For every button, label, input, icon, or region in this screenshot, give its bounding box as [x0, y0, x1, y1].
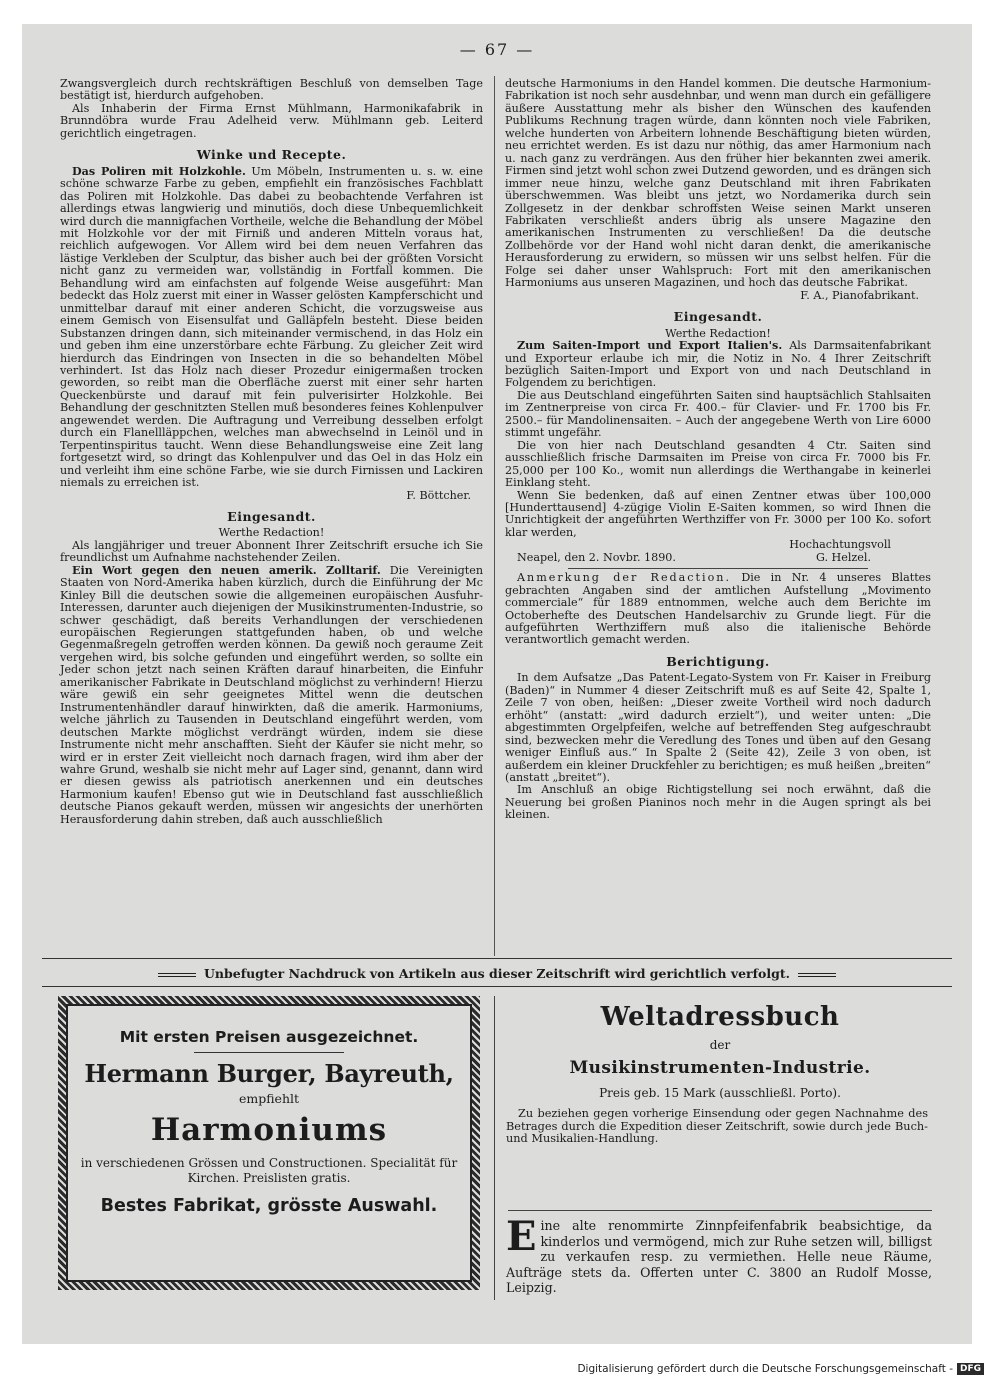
ad1-line1: Mit ersten Preisen ausgezeichnet.: [119, 1028, 419, 1046]
recipe-paragraph: [60, 166, 483, 490]
ad1-recommends: empfiehlt: [238, 1091, 300, 1106]
signature-helzel: G. Helzel.: [815, 550, 871, 564]
newspaper-page: [22, 24, 972, 1344]
footer-text: Digitalisierung gefördert durch die Deutsche Forschungsgemeinschaft -: [577, 1363, 953, 1375]
footer: [577, 1363, 984, 1375]
recipe-text: Um Möbeln, Instrumenten u. s. w. eine schöne schwarze Farbe zu geben, empfiehlt ein französisches Fachblatt das Poliren mit Holzkohle. Das dabei zu beobachtende Verfahren ist allerdings etwas langwierig und minutiös, doch diese Unbequemlichkeit wird durch die mannigfachen Vortheile, welche die Behandlung der Möbel mit Holzkohle vor der mit Firniß und anderen Mitteln voraus hat, reichlich aufgewogen. Vor Allem wird bei dem neuen Verfahren das lästige Verkleben der Sculptur, das bisher auch bei der größten Vorsicht nicht ganz zu vermeiden war, vollständig in Fortfall kommen. Die Behandlung wird am einfachsten auf folgende Weise ausgeführt: Man bedeckt das Holz zuerst mit einer in Wasser gelösten Kampferschicht und unmittelbar darauf mit einer anderen Schicht, die vorzugsweise aus einem Gemisch von Eisensulfat und Galläpfeln besteht. Diese beiden Substanzen dringen dann, sich miteinander vermischend, in das Holz ein und geben ihm eine unzerstörbare echte Färbung. Zu gleicher Zeit wird hierdurch das Eindringen von Insecten in die so behandelten Möbel verhindert. Ist das Holz nach dieser Prozedur einigermaßen trocken geworden, so reibt man die Oberfläche zuerst mit einer sehr harten Queckenbürste und darauf mit fein pulverisirter Holzkohle. Bei Behandlung der geschnitzten Stellen muß besonderes feines Kohlenpulver angewendet werden. Die Auftragung und Verreibung desselben erfolgt durch ein Flanellläppchen, welches man abwechselnd in Leinöl und in Terpentinspiritus taucht. Wenn diese Behandlungsweise eine Zeit lang fortgesetzt wird, so dringt das Kohlenpulver und das Oel in das Holz ein und verleiht ihm eine schöne Farbe, wie sie durch Firnissen und Lackiren niemals zu erreichen ist.: [60, 164, 483, 490]
strings-paragraph: [505, 340, 931, 390]
recipe-lead: Das Poliren mit Holzkohle.: [72, 164, 246, 178]
ad-separator: [508, 1210, 932, 1211]
drop-cap: E: [506, 1213, 537, 1260]
correction-paragraph-1: In dem Aufsatze „Das Patent-Legato-System von Fr. Kaiser in Freiburg (Baden)“ in Nummer 4 dieser Zeitschrift muß es auf Seite 42, Spalte 1, Zeile 7 von oben, heißen: „Dieser zweite Vortheil wird noch dadurch erhöht“ (anstatt: „wird dadurch erzielt“), und weiter unten: „Die abgestimmten Orgelpfeifen, welche auf betreffenden Steg aufgeschraubt sind, bezwecken mehr die Veredlung des Tones und üben auf den Gesang weniger Einfluß aus.“ In Spalte 2 (Seite 42), Zeile 3 von oben, ist außerdem ein kleiner Druckfehler zu berichtigen; es muß heißen „breiten“ (anstatt „breitet“).: [505, 671, 931, 785]
strings-text: Als Darmsaitenfabrikant und Exporteur erlaube ich mir, die Notiz in No. 4 Ihrer Zeitschrift bezüglich Saiten-Import und Export von und nach Deutschland in Folgendem zu berichtigen.: [505, 339, 932, 390]
ad-weltadressbuch: [506, 996, 934, 1146]
left-column: [60, 78, 483, 826]
strings-paragraph-3: Die von hier nach Deutschland gesandten 4 Ctr. Saiten sind ausschließlich frische Darmsaiten im Preise von circa Fr. 7000 bis Fr. 25,000 per 100 Ko., womit nun allerdings die Werthangabe in keinerlei Einklang steht.: [505, 438, 931, 490]
reprint-notice-text: Unbefugter Nachdruck von Artikeln aus dieser Zeitschrift wird gerichtlich verfolgt.: [204, 966, 790, 981]
rule-left: [158, 973, 196, 977]
ad-hermann-burger-inner: [66, 1004, 472, 1282]
dfg-logo-icon: DFG: [957, 1363, 984, 1375]
letter-lead: Ein Wort gegen den neuen amerik. Zolltarif.: [72, 563, 381, 577]
section-heading-eingesandt-1: Eingesandt.: [227, 508, 316, 524]
page-number: — 67 —: [459, 40, 535, 59]
ad2-title2: Musikinstrumenten-Industrie.: [569, 1058, 871, 1078]
column-divider: [494, 76, 495, 956]
section-heading-eingesandt-2: Eingesandt.: [673, 309, 763, 325]
ad1-slogan: Bestes Fabrikat, grösste Auswahl.: [100, 1196, 438, 1216]
ad-zinnpfeifen: [506, 1213, 932, 1296]
ad1-product: Harmoniums: [150, 1112, 388, 1148]
ad2-title: Weltadressbuch: [600, 1002, 840, 1032]
section-heading-recipes: Winke und Recepte.: [196, 147, 347, 163]
editor-remark: [505, 572, 931, 647]
salutation-1: Werthe Redaction!: [218, 526, 325, 540]
reprint-notice: [22, 966, 972, 981]
section-heading-correction: Berichtigung.: [666, 653, 770, 669]
salutation-2: Werthe Redaction!: [665, 326, 771, 340]
strings-paragraph-2: Die aus Deutschland eingeführten Saiten sind hauptsächlich Stahlsaiten im Zentnerpreise von circa Fr. 400.– für Clavier- und Fr. 1700 bis Fr. 2500.– für Mandolinensaiten. – Auch der angegebene Werth von Lire 6000 stimmt ungefähr.: [505, 388, 931, 440]
intro-paragraph-1: Zwangsvergleich durch rechtskräftigen Beschluß von demselben Tage bestätigt ist, hierdurch aufgehoben.: [60, 77, 483, 103]
strings-paragraph-4: Wenn Sie bedenken, daß auf einen Zentner etwas über 100,000 [Hunderttausend] 4-zügige Violin E-Saiten kommen, so wird Ihnen die Unrichtigkeit der angeführten Werthziffer von Fr. 3000 per 100 Ko. sofort klar werden,: [505, 488, 931, 539]
rule-right: [798, 973, 836, 977]
place-date: Neapel, den 2. Novbr. 1890.: [517, 550, 676, 564]
letter-intro: Als langjähriger und treuer Abonnent Ihrer Zeitschrift ersuche ich Sie freundlichst um Aufnahme nachstehender Zeilen.: [60, 538, 483, 565]
letter-text: Die Vereinigten Staaten von Nord-Amerika haben kürzlich, durch die Einführung der Mc Kinley Bill die deutschen sowie die allgemeinen europäischen Ausfuhr-Interessen, darunter auch diejenigen der Musikinstrumenten-Industrie, so schwer geschädigt, daß bereits Verhandlungen der verschiedenen europäischen Regierungen stattgefunden haben, ob und welche Gegenmaßregeln getroffen werden können. Da gewiß noch geraume Zeit vergehen wird, bis solche gefunden und eingeführt werden, so sollte ein Jeder schon jetzt nach seinen Kräften darauf hinarbeiten, die Einfuhr amerikanischer Fabrikate in Deutschland möglichst zu verhindern! Hierzu wäre gewiß ein sehr geeignetes Mittel wenn die deutschen Instrumentenhändler darauf hinwirkten, daß die amerik. Harmoniums, welche jährlich zu Tausenden in Deutschland eingeführt werden, vom deutschen Markte möglichst verdrängt würden, indem sie diese Instrumente nicht mehr anschafften. Sieht der Käufer sie nicht mehr, so wird er in erster Zeit vielleicht noch darnach fragen, wird ihm aber der wahre Grund, weshalb sie nicht mehr auf Lager sind, genannt, dann wird er diesen gewiss als patriotisch anerkennen und ein deutsches Harmonium kaufen! Ebenso gut wie in Deutschland fast ausschließlich deutsche Pianos gekauft werden, müssen wir angesichts der unerhörten Herausforderung dahin streben, daß auch ausschließlich: [60, 563, 484, 826]
recipe-signature: F. Böttcher.: [406, 488, 471, 502]
intro-paragraph-2: Als Inhaberin der Firma Ernst Mühlmann, Harmonikafabrik in Brunndöbra wurde Frau Adelheid verw. Mühlmann geb. Leiterd gerichtlich eingetragen.: [60, 101, 483, 140]
separator: [568, 568, 868, 569]
ad2-price: Preis geb. 15 Mark (ausschließl. Porto).: [599, 1086, 841, 1100]
ad-divider: [494, 996, 495, 1300]
right-column: [505, 78, 931, 822]
ad1-company: Hermann Burger, Bayreuth,: [84, 1059, 454, 1088]
correction-paragraph-2: Im Anschluß an obige Richtigstellung sei noch erwähnt, daß die Neuerung bei großen Pianinos noch mehr in die Augen springt als bei kleinen.: [505, 783, 931, 822]
closing: Hochachtungsvoll: [789, 538, 891, 552]
letter-signature: F. A., Pianofabrikant.: [800, 288, 919, 302]
ad3-text: ine alte renommirte Zinnpfeifenfabrik beabsichtige, da kinderlos und vermögend, mich zur Ruhe setzen will, billigst zu verkaufen resp. zu vermiethen. Helle neue Räume, Aufträge stets da. Offerten unter C. 3800 an Rudolf Mosse, Leipzig.: [506, 1218, 932, 1295]
ad2-sub: der: [709, 1038, 731, 1052]
ad-hermann-burger: [58, 996, 480, 1290]
strings-lead: Zum Saiten-Import und Export Italien's.: [517, 339, 783, 353]
editor-remark-label: Anmerkung der Redaction.: [517, 571, 732, 585]
ad1-rule: [194, 1052, 344, 1053]
ad2-text: Zu beziehen gegen vorherige Einsendung oder gegen Nachnahme des Betrages durch die Expedition dieser Zeitschrift, sowie durch jede Buch- und Musikalien-Handlung.: [506, 1107, 928, 1146]
ad1-description: in verschiedenen Grössen und Constructionen. Specialität für Kirchen. Preislisten gratis.: [80, 1156, 458, 1185]
top-rule: [42, 958, 952, 959]
bottom-rule: [42, 986, 952, 987]
editor-remark-text: Die in Nr. 4 unseres Blattes gebrachten Angaben sind der amtlichen Aufstellung „Movimento commerciale“ für 1889 entnommen, welche auch dem Berichte im Octoberhefte des Deutschen Handelsarchiv zu Grunde liegt. Für die aufgeführten Werthziffern muß also die italienische Behörde verantwortlich gemacht werden.: [505, 571, 931, 647]
letter-continuation: deutsche Harmoniums in den Handel kommen. Die deutsche Harmonium-Fabrikation ist noch sehr ausdehnbar, und wenn man durch ein gefälligere äußere Ausstattung mehr als bisher den Wünschen des kaufenden Publikums Rechnung tragen würde, dann könnten noch viele Fabriken, welche hunderten von Arbeitern lohnende Beschäftigung bieten würden, neu errichtet werden. Es ist dazu nur nöthig, das amer Harmonium nach u. nach ganz zu verdrängen. Aus den früher hier bekannten zwei amerik. Firmen sind jetzt wohl schon zwei Dutzend geworden, und es drängen sich immer neue hinzu, welche ganz Deutschland mit ihren Fabrikaten überschwemmen. Was bleibt uns jetzt, wo Nordamerika durch sein Zollgesetz in der denkbar schroffsten Weise seinen Markt unseren Fabrikaten verschließt anders übrig als unsere Magazine den amerikanischen Instrumenten zu verschließen! Da die deutsche Zollbehörde vor der Hand wohl nicht daran denkt, die amerikanische Herausforderung zu erwidern, so müssen wir uns selbst helfen. Für die Folge sei daher unser Wahlspruch: Fort mit den amerikanischen Harmoniums aus unseren Magazinen, und hoch das deutsche Fabrikat.: [505, 77, 931, 290]
letter-paragraph: [60, 565, 483, 827]
place-date-signature: [505, 552, 931, 564]
